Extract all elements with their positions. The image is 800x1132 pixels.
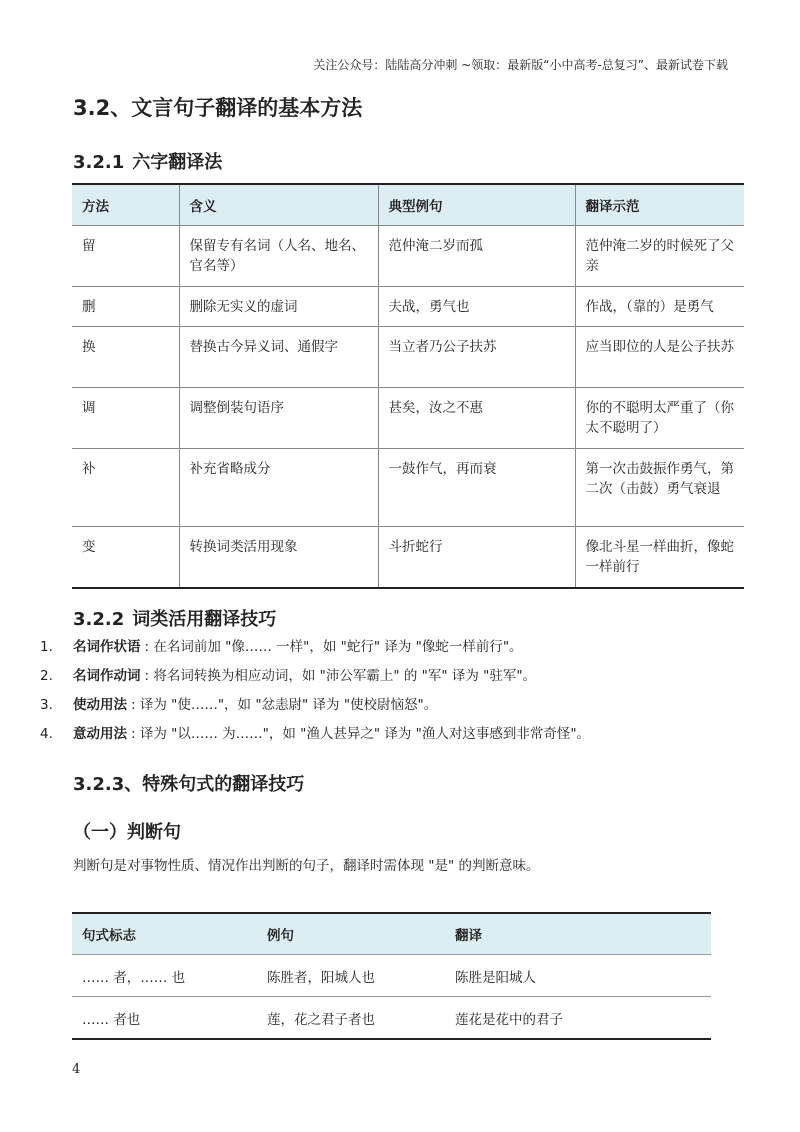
category-description: 判断句是对事物性质、情况作出判断的句子，翻译时需体现 "是" 的判断意味。 — [73, 858, 540, 874]
col-header: 例句 — [257, 913, 445, 955]
list-number: 4. — [40, 726, 53, 742]
table-cell: 莲花是花中的君子 — [445, 997, 711, 1040]
list-item — [40, 666, 590, 695]
table-cell: 留 — [72, 226, 179, 287]
page-number: 4 — [72, 1062, 81, 1077]
table-cell: 变 — [72, 527, 179, 588]
list-text: : 译为 "使……"，如 "忿恚尉" 译为 "使校尉恼怒"。 — [131, 697, 438, 713]
list-number: 3. — [40, 697, 53, 713]
table-header-row — [72, 913, 711, 955]
list-text: : 在名词前加 "像…… 一样"，如 "蛇行" 译为 "像蛇一样前行"。 — [144, 639, 523, 655]
subsection-label: 六字翻译法 — [132, 152, 223, 173]
table-cell: 应当即位的人是公子扶苏 — [575, 327, 744, 388]
table-cell: …… 者也 — [72, 997, 257, 1040]
header-note: 关注公众号：陆陆高分冲刺 ~领取：最新版“小中高考-总复习”、最新试卷下载 — [313, 58, 728, 72]
table-cell: 一鼓作气，再而衰 — [378, 449, 575, 527]
table-cell: 保留专有名词（人名、地名、官名等） — [179, 226, 378, 287]
list-text: : 将名词转换为相应动词，如 "沛公军霸上" 的 "军" 译为 "驻军"。 — [144, 668, 537, 684]
table-cell: 当立者乃公子扶苏 — [378, 327, 575, 388]
table-cell: 你的不聪明太严重了（你太不聪明了） — [575, 388, 744, 449]
table-cell: …… 者，…… 也 — [72, 955, 257, 997]
judgment-sentence-table — [72, 912, 711, 1040]
list-term: 名词作状语 — [73, 639, 141, 655]
table-cell: 删除无实义的虚词 — [179, 287, 378, 327]
list-item — [40, 695, 590, 724]
category-title: （一）判断句 — [73, 822, 181, 843]
table-cell: 调 — [72, 388, 179, 449]
table-row — [72, 287, 744, 327]
table-row — [72, 955, 711, 997]
list-item — [40, 637, 590, 666]
table-cell: 第一次击鼓振作勇气，第二次（击鼓）勇气衰退 — [575, 449, 744, 527]
tips-list — [40, 637, 590, 753]
list-term: 名词作动词 — [73, 668, 141, 684]
table-cell: 转换词类活用现象 — [179, 527, 378, 588]
list-text: : 译为 "以…… 为……"，如 "渔人甚异之" 译为 "渔人对这事感到非常奇怪"。 — [131, 726, 591, 742]
table-row — [72, 527, 744, 588]
list-term: 使动用法 — [73, 697, 127, 713]
table-cell: 斗折蛇行 — [378, 527, 575, 588]
table-row — [72, 226, 744, 287]
table-cell: 范仲淹二岁的时候死了父亲 — [575, 226, 744, 287]
col-header: 句式标志 — [72, 913, 257, 955]
list-term: 意动用法 — [73, 726, 127, 742]
table-cell: 替换古今异义词、通假字 — [179, 327, 378, 388]
list-item — [40, 724, 590, 753]
col-header: 方法 — [72, 184, 179, 226]
table-row — [72, 997, 711, 1040]
table-row — [72, 388, 744, 449]
table-cell: 陈胜者，阳城人也 — [257, 955, 445, 997]
table-cell: 夫战，勇气也 — [378, 287, 575, 327]
col-header: 翻译 — [445, 913, 711, 955]
table-row — [72, 327, 744, 388]
table-row — [72, 449, 744, 527]
subsection-number: 3.2.2 — [73, 609, 125, 630]
col-header: 典型例句 — [378, 184, 575, 226]
table-cell: 作战，（靠的）是勇气 — [575, 287, 744, 327]
subsection-number: 3.2.1 — [73, 152, 125, 173]
table-cell: 莲，花之君子者也 — [257, 997, 445, 1040]
table-cell: 补 — [72, 449, 179, 527]
table-cell: 换 — [72, 327, 179, 388]
col-header: 翻译示范 — [575, 184, 744, 226]
list-number: 2. — [40, 668, 53, 684]
list-number: 1. — [40, 639, 53, 655]
six-method-table — [72, 183, 744, 589]
subsection-title-323: 3.2.3、特殊句式的翻译技巧 — [73, 774, 305, 795]
table-cell: 调整倒装句语序 — [179, 388, 378, 449]
table-cell: 补充省略成分 — [179, 449, 378, 527]
table-cell: 甚矣，汝之不惠 — [378, 388, 575, 449]
table-cell: 范仲淹二岁而孤 — [378, 226, 575, 287]
col-header: 含义 — [179, 184, 378, 226]
subsection-title-322 — [73, 605, 276, 631]
table-cell: 删 — [72, 287, 179, 327]
table-header-row — [72, 184, 744, 226]
table-cell: 陈胜是阳城人 — [445, 955, 711, 997]
table-cell: 像北斗星一样曲折，像蛇一样前行 — [575, 527, 744, 588]
subsection-label: 词类活用翻译技巧 — [132, 609, 277, 630]
subsection-title-321 — [73, 148, 222, 174]
section-title: 3.2、文言句子翻译的基本方法 — [73, 96, 363, 120]
